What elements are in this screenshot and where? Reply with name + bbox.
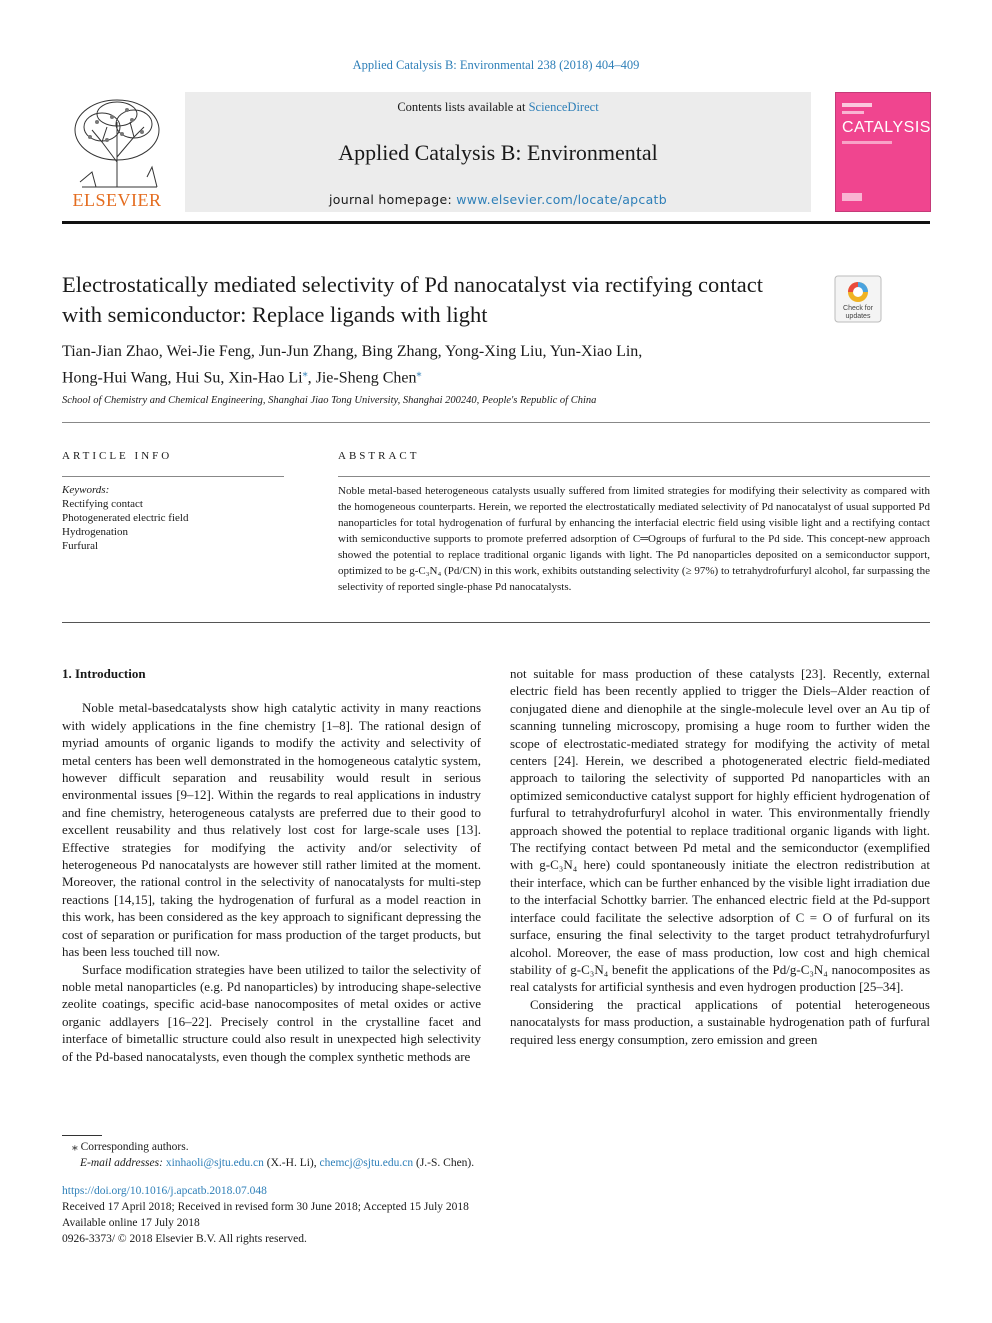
article-info-divider — [62, 476, 284, 477]
contents-line: Contents lists available at ScienceDirect — [397, 100, 599, 114]
journal-citation[interactable]: Applied Catalysis B: Environmental 238 (2018) 404–409 — [352, 58, 640, 72]
abstract-heading: ABSTRACT — [338, 450, 420, 462]
journal-cover-image[interactable] — [835, 92, 931, 212]
body-paragraph: Surface modification strategies have been utilized to tailor the selectivity of noble metal nanoparticles (e.g. Pd nanoparticles) by introducing shape-selective zeolite coatings, specific acid-base nanocomposites of metal oxides or active organic addlayers [16–22]. Precisely control in the crystalline facet and interface of bimetallic structure could also result in unexpected high selectivity of the Pd-based nanocatalysts, even though the complex synthetic methods are — [62, 961, 481, 1064]
journal-homepage: journal homepage: www.elsevier.com/locate/apcatb — [329, 192, 667, 207]
article-info-heading: ARTICLE INFO — [62, 450, 173, 462]
corresponding-mark-1[interactable]: ⁎ — [302, 368, 308, 379]
abstract-divider — [338, 476, 930, 477]
footnotes — [62, 1139, 662, 1171]
abstract-text: Noble metal-based heterogeneous catalysts usually suffered from limited strategies for modifying their selectivity as compared with the homogeneous counterparts. Herein, we reported the electrostatically mediated selectivity of Pd nanocatalyst of usual supported Pd nanoparticles for total hydrogenation of furfural by enhancing the interfacial electric field using visible light and a rectifying contact with semiconductive supports to promote preferred adsorption of C═Ogroups of furfural to the Pd side. This concept-new approach showed the potential to replace traditional organic ligands with light. The Pd nanoparticles deposited on a semiconductor support, optimized to be g-C₃N₄ (Pd/CN) in this work, exhibits outstanding selectivity (≥ 97%) to tetrahydrofurfuryl alcohol, far surpassing the selectivity of reported single-phase Pd nanocatalysts. — [338, 485, 930, 593]
body-paragraph: Noble metal-basedcatalysts show high catalytic activity in many reactions with widely applications in the fine chemistry [1–8]. The rational design of myriad amounts of organic ligands to modify the activity and selectivity of metal centers has been well demonstrated in the homogeneous catalytic system, however difficult separation and reusability would result in serious environmental issues [9–12]. Within the regards to real applications in industry and fine chemistry, heterogeneous catalysts are preferred due to their good to excellent reusability and thus relatively lost cost for large-scale uses [13]. Effective strategies for modifying the activity and/or selectivity of heterogeneous Pd nanocatalysts are however still rather limited at the moment. Moreover, the rational control in the selectivity of nanocatalysts for multi-step reactions [14,15], taking the hydrogenation of furfural as a model reaction in this work, has been considered as the key approach to significant depressing the cost of separation or purification for mass production of the target products, but has been less touched till now. — [62, 700, 481, 960]
doi-link[interactable]: https://doi.org/10.1016/j.apcatb.2018.07.048 — [62, 1185, 267, 1197]
author-list — [62, 341, 822, 389]
footnote-divider — [62, 1135, 102, 1136]
publisher-name: ELSEVIER — [72, 190, 162, 210]
header-divider — [62, 221, 930, 224]
publication-info — [62, 1183, 662, 1247]
email-addresses: E-mail addresses: xinhaoli@sjtu.edu.cn (X.-H. Li), chemcj@sjtu.edu.cn (J.-S. Chen). — [80, 1157, 475, 1169]
section-divider — [62, 422, 930, 423]
journal-title: Applied Catalysis B: Environmental — [338, 140, 658, 165]
received-dates: Received 17 April 2018; Received in revised form 30 June 2018; Accepted 15 July 2018 — [62, 1201, 469, 1213]
keyword: Furfural — [62, 540, 99, 552]
journal-header — [62, 92, 930, 224]
body-paragraph: Considering the practical applications of potential heterogeneous nanocatalysts for mass production, a sustainable hydrogenation path of furfural required less energy consumption, zero emission and green — [510, 996, 930, 1047]
body-paragraph: not suitable for mass production of these catalysts [23]. Recently, external electric field has been recently applied to trigger the Diels–Alder reaction of conjugated diene and dienophile at the single-molecule level over an Au tip of scanning tunneling microscopy, promising a huge room to further widen the scope of electrostatic-mediated strategy for modifying the activity of metal centers [24]. Herein, we described a photogenerated electric field-mediated approach to tailoring the selectivity of supported Pd nanoparticles with an optimized semiconductive catalyst support for highly efficient hydrogenation of furfural to tetrahydrofurfuryl alcohol in water. This environmentally friendly approach showed the potential to replace traditional organic ligands with light. The rectifying contact between Pd metal and the semiconductor (exemplified with g-C₃N₄ here) could spontaneously initiate the electron redistribution at their interface, which can be further enhanced by the visible light irradiation due to the interfacial Schottky barrier. The enhanced electric field at the Pd-support interface could facilitate the selective adsorption of C = O of furfural on its surface, ensuring the final selectivity to the target product tetrahydrofurfuryl alcohol. Moreover, the ease of mass production, low cost and high chemical stability of g-C₃N₄ benefit the applications of the Pd/g-C₃N₄ nanocomposites as real catalysts for artificial synthesis and even hydrogen production [25–34]. — [510, 666, 930, 995]
authors-line-2: Hong-Hui Wang, Hui Su, Xin-Hao Li⁎, Jie-Sheng Chen⁎ — [62, 368, 422, 387]
corresponding-note: ⁎ Corresponding authors. — [72, 1141, 189, 1153]
email-link-2[interactable]: chemcj@sjtu.edu.cn — [319, 1157, 414, 1169]
keyword: Rectifying contact — [62, 498, 143, 510]
available-online: Available online 17 July 2018 — [62, 1217, 200, 1229]
body-column-right — [510, 665, 930, 1048]
journal-banner — [185, 92, 811, 212]
email-link-1[interactable]: xinhaoli@sjtu.edu.cn — [165, 1157, 264, 1169]
keyword: Hydrogenation — [62, 526, 128, 538]
copyright: 0926-3373/ © 2018 Elsevier B.V. All rights reserved. — [62, 1233, 307, 1245]
sciencedirect-link[interactable]: ScienceDirect — [528, 100, 599, 114]
abstract-bottom-divider — [62, 622, 930, 623]
affiliation: School of Chemistry and Chemical Engineering, Shanghai Jiao Tong University, Shanghai 200240, People's Republic of China — [62, 395, 597, 406]
article-title: Electrostatically mediated selectivity of Pd nanocatalyst via rectifying contact with semiconductor: Replace ligands with light — [62, 272, 763, 327]
corresponding-mark-2[interactable]: ⁎ — [416, 368, 422, 379]
keywords-label: Keywords: — [62, 484, 110, 496]
check-for-updates-button[interactable] — [834, 275, 882, 323]
cover-title: CATALYSIS — [842, 119, 931, 136]
section-heading: 1. Introduction — [62, 666, 146, 681]
homepage-link[interactable]: www.elsevier.com/locate/apcatb — [456, 192, 667, 207]
keywords-block — [62, 483, 282, 553]
keyword: Photogenerated electric field — [62, 512, 189, 524]
elsevier-logo — [62, 92, 172, 210]
authors-line-1: Tian-Jian Zhao, Wei-Jie Feng, Jun-Jun Zhang, Bing Zhang, Yong-Xing Liu, Yun-Xiao Lin, — [62, 343, 643, 360]
body-column-left — [62, 665, 481, 1065]
check-updates-label: Check for updates — [843, 305, 873, 320]
